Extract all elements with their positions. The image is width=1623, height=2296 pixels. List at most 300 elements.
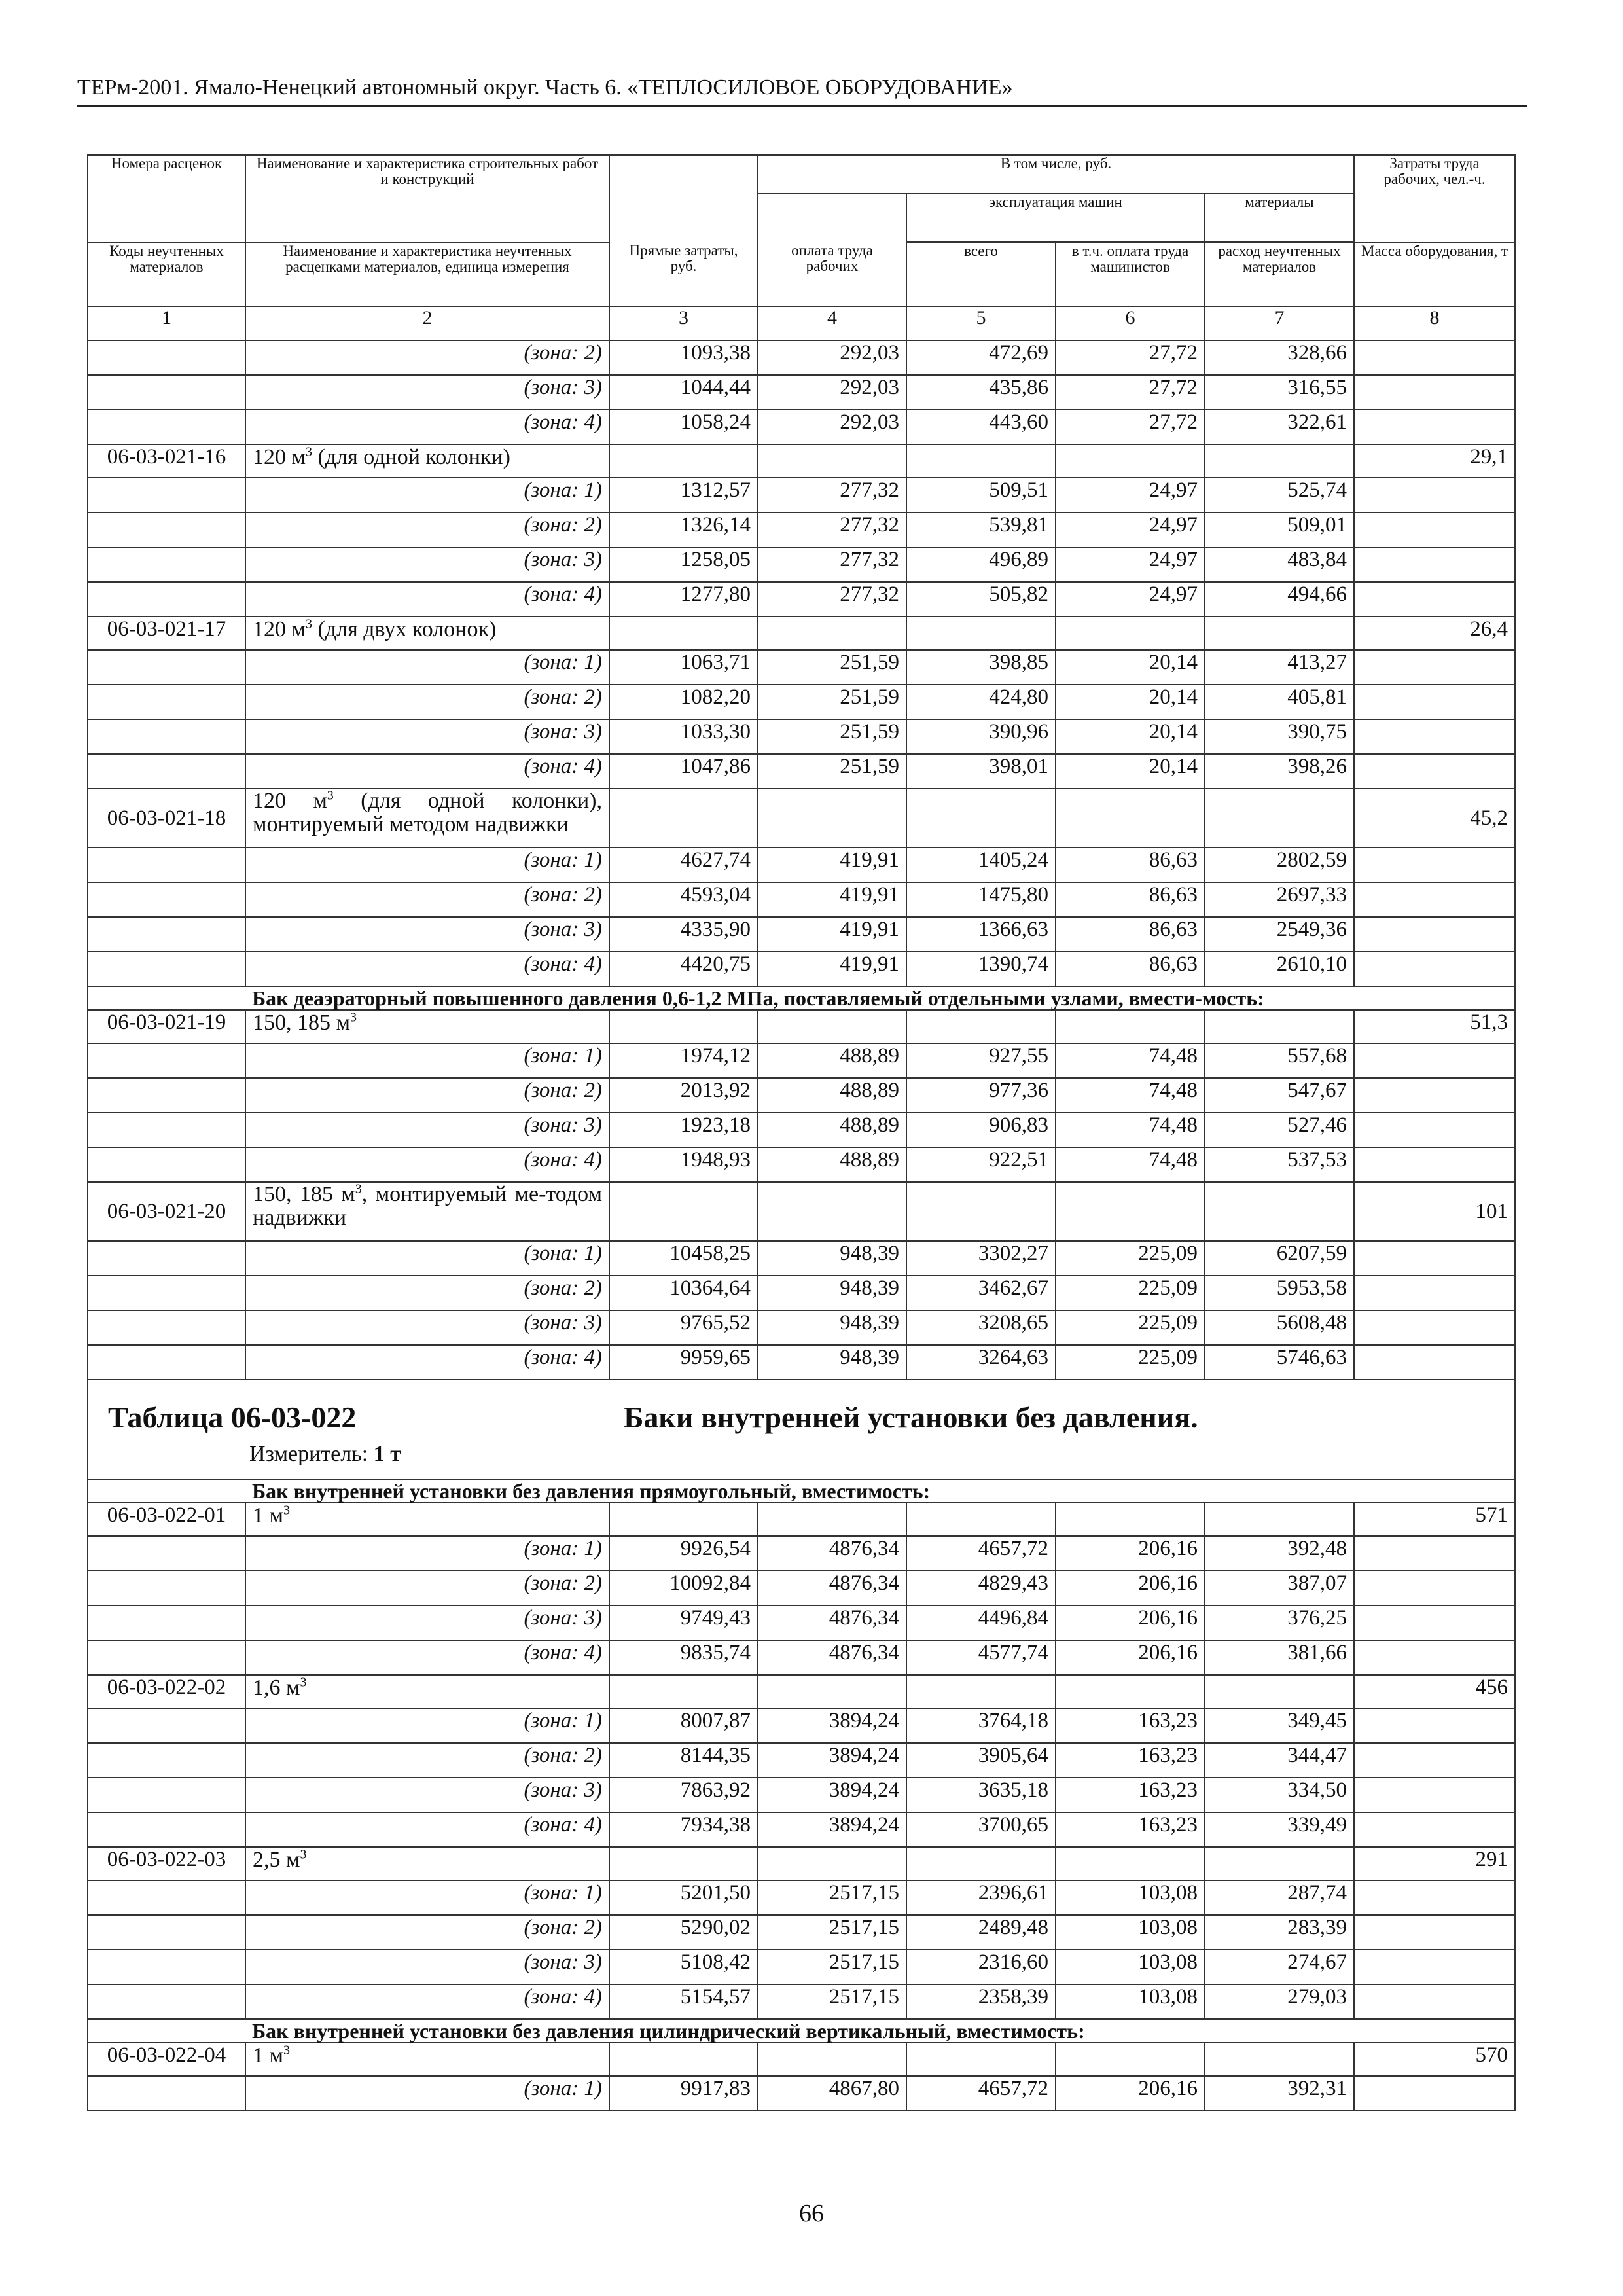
empty-value xyxy=(1205,617,1354,650)
labor-value xyxy=(1354,848,1515,882)
worker-pay-value: 3894,24 xyxy=(758,1778,906,1812)
empty-value xyxy=(1205,1675,1354,1708)
materials-value: 390,75 xyxy=(1205,719,1354,754)
materials-value: 527,46 xyxy=(1205,1113,1354,1147)
rate-code-cell xyxy=(88,2076,245,2111)
header-incl-operator-pay: в т.ч. оплата труда машинистов xyxy=(1056,243,1205,306)
rate-code: 06-03-022-02 xyxy=(88,1675,245,1708)
empty-value xyxy=(758,1010,906,1043)
labor-value xyxy=(1354,1915,1515,1950)
zone-row xyxy=(88,547,1515,582)
header-labor-costs: Затраты труда рабочих, чел.-ч. xyxy=(1354,155,1515,243)
unit-superscript: 3 xyxy=(327,788,334,803)
operator-pay-value: 103,08 xyxy=(1056,1950,1205,1984)
operator-pay-value: 27,72 xyxy=(1056,340,1205,375)
zone-row xyxy=(88,1571,1515,1605)
table-title-row xyxy=(88,1380,1515,1479)
zone-text: (зона: 4) xyxy=(524,952,602,976)
worker-pay-value: 4876,34 xyxy=(758,1640,906,1675)
operator-pay-value: 206,16 xyxy=(1056,1536,1205,1571)
direct-costs-value: 1948,93 xyxy=(609,1147,758,1182)
zone-row xyxy=(88,917,1515,952)
materials-value: 392,31 xyxy=(1205,2076,1354,2111)
direct-costs-value: 1923,18 xyxy=(609,1113,758,1147)
rate-code-cell xyxy=(88,375,245,410)
zone-text: (зона: 2) xyxy=(524,883,602,906)
labor-value xyxy=(1354,1778,1515,1812)
rate-code-cell xyxy=(88,1345,245,1380)
rate-code: 06-03-021-17 xyxy=(88,617,245,650)
operator-pay-value: 103,08 xyxy=(1056,1984,1205,2019)
unit-superscript: 3 xyxy=(355,1181,362,1196)
zone-text: (зона: 1) xyxy=(524,1709,602,1732)
labor-value: 45,2 xyxy=(1354,789,1515,848)
zone-label xyxy=(245,1345,609,1380)
zone-label xyxy=(245,340,609,375)
description-text: 120 м xyxy=(253,617,306,641)
zone-text: (зона: 2) xyxy=(524,685,602,709)
materials-value: 279,03 xyxy=(1205,1984,1354,2019)
rate-code: 06-03-022-01 xyxy=(88,1503,245,1536)
zone-text: (зона: 4) xyxy=(524,1346,602,1369)
worker-pay-value: 948,39 xyxy=(758,1345,906,1380)
worker-pay-value: 2517,15 xyxy=(758,1880,906,1915)
header-machine-ops: эксплуатация машин xyxy=(906,194,1205,242)
labor-value xyxy=(1354,1571,1515,1605)
direct-costs-value: 1093,38 xyxy=(609,340,758,375)
labor-value xyxy=(1354,2076,1515,2111)
zone-label xyxy=(245,1276,609,1310)
worker-pay-value: 251,59 xyxy=(758,650,906,685)
rate-code: 06-03-021-19 xyxy=(88,1010,245,1043)
rate-code-cell xyxy=(88,1078,245,1113)
zone-text: (зона: 2) xyxy=(524,1276,602,1300)
zone-label xyxy=(245,1078,609,1113)
running-header: ТЕРм-2001. Ямало-Ненецкий автономный округ. Часть 6. «ТЕПЛОСИЛОВОЕ ОБОРУДОВАНИЕ» xyxy=(77,75,1013,99)
rate-code-cell xyxy=(88,512,245,547)
machine-ops-value: 398,85 xyxy=(906,650,1056,685)
direct-costs-value: 4627,74 xyxy=(609,848,758,882)
machine-ops-value: 3264,63 xyxy=(906,1345,1056,1380)
operator-pay-value: 225,09 xyxy=(1056,1276,1205,1310)
labor-value xyxy=(1354,1113,1515,1147)
machine-ops-value: 398,01 xyxy=(906,754,1056,789)
section-code-cell xyxy=(88,2019,245,2043)
zone-label xyxy=(245,1640,609,1675)
zone-label xyxy=(245,582,609,617)
labor-value xyxy=(1354,1605,1515,1640)
labor-value: 570 xyxy=(1354,2043,1515,2076)
zone-label xyxy=(245,719,609,754)
empty-value xyxy=(609,1010,758,1043)
materials-value: 381,66 xyxy=(1205,1640,1354,1675)
labor-value xyxy=(1354,1536,1515,1571)
machine-ops-value: 4577,74 xyxy=(906,1640,1056,1675)
description-text: 120 м xyxy=(253,445,306,469)
zone-row xyxy=(88,848,1515,882)
header-rule xyxy=(77,105,1527,107)
rate-code-cell xyxy=(88,1812,245,1847)
labor-value xyxy=(1354,882,1515,917)
table-title xyxy=(88,1380,1514,1479)
machine-ops-value: 496,89 xyxy=(906,547,1056,582)
section-heading-row xyxy=(88,986,1515,1010)
header-direct-costs: Прямые затраты, руб. xyxy=(609,243,758,306)
zone-row xyxy=(88,1812,1515,1847)
zone-label xyxy=(245,1147,609,1182)
labor-value xyxy=(1354,478,1515,512)
machine-ops-value: 927,55 xyxy=(906,1043,1056,1078)
zone-row xyxy=(88,1113,1515,1147)
rate-item-row xyxy=(88,1010,1515,1043)
worker-pay-value: 292,03 xyxy=(758,410,906,444)
empty-value xyxy=(906,1182,1056,1241)
worker-pay-value: 488,89 xyxy=(758,1113,906,1147)
materials-value: 2802,59 xyxy=(1205,848,1354,882)
machine-ops-value: 505,82 xyxy=(906,582,1056,617)
worker-pay-value: 277,32 xyxy=(758,582,906,617)
header-work-name: Наименование и характеристика строительных работ и конструкций xyxy=(245,155,609,243)
materials-value: 405,81 xyxy=(1205,685,1354,719)
operator-pay-value: 86,63 xyxy=(1056,952,1205,986)
zone-row xyxy=(88,1950,1515,1984)
rate-item-row xyxy=(88,789,1515,848)
direct-costs-value: 9959,65 xyxy=(609,1345,758,1380)
worker-pay-value: 4876,34 xyxy=(758,1536,906,1571)
operator-pay-value: 103,08 xyxy=(1056,1915,1205,1950)
column-number: 6 xyxy=(1056,306,1205,340)
direct-costs-value: 10364,64 xyxy=(609,1276,758,1310)
worker-pay-value: 488,89 xyxy=(758,1043,906,1078)
zone-row xyxy=(88,952,1515,986)
zone-text: (зона: 2) xyxy=(524,1079,602,1102)
zone-text: (зона: 4) xyxy=(524,410,602,434)
zone-label xyxy=(245,1708,609,1743)
machine-ops-value: 1405,24 xyxy=(906,848,1056,882)
zone-row xyxy=(88,1147,1515,1182)
column-number: 5 xyxy=(906,306,1056,340)
rate-description xyxy=(245,2043,609,2076)
zone-text: (зона: 3) xyxy=(524,548,602,571)
zone-text: (зона: 2) xyxy=(524,513,602,537)
zone-text: (зона: 1) xyxy=(524,478,602,502)
description-text: 1 м xyxy=(253,1503,284,1528)
operator-pay-value: 20,14 xyxy=(1056,754,1205,789)
operator-pay-value: 206,16 xyxy=(1056,1605,1205,1640)
direct-costs-value: 1277,80 xyxy=(609,582,758,617)
zone-text: (зона: 3) xyxy=(524,1950,602,1974)
empty-value xyxy=(1205,444,1354,478)
materials-value: 6207,59 xyxy=(1205,1241,1354,1276)
direct-costs-value: 8007,87 xyxy=(609,1708,758,1743)
rate-code-cell xyxy=(88,1950,245,1984)
worker-pay-value: 488,89 xyxy=(758,1078,906,1113)
zone-label xyxy=(245,917,609,952)
labor-value xyxy=(1354,582,1515,617)
section-heading: Бак внутренней установки без давления прямоугольный, вместимость: xyxy=(245,1479,1354,1503)
machine-ops-value: 2316,60 xyxy=(906,1950,1056,1984)
header-equipment-mass: Масса оборудования, т xyxy=(1354,243,1515,306)
rate-code-cell xyxy=(88,1605,245,1640)
empty-value xyxy=(1056,1503,1205,1536)
worker-pay-value: 251,59 xyxy=(758,754,906,789)
labor-value xyxy=(1354,1950,1515,1984)
rate-code-cell xyxy=(88,410,245,444)
empty-value xyxy=(1056,1182,1205,1241)
description-text-rest: , монтируемый ме-тодом надвижки xyxy=(253,1182,602,1230)
materials-value: 5746,63 xyxy=(1205,1345,1354,1380)
direct-costs-value: 10458,25 xyxy=(609,1241,758,1276)
empty-value xyxy=(758,1847,906,1880)
empty-value xyxy=(609,617,758,650)
empty-value xyxy=(1056,1675,1205,1708)
empty-value xyxy=(1205,1010,1354,1043)
zone-row xyxy=(88,754,1515,789)
worker-pay-value: 3894,24 xyxy=(758,1812,906,1847)
zone-row xyxy=(88,478,1515,512)
rate-code-cell xyxy=(88,1743,245,1778)
section-heading: Бак деаэраторный повышенного давления 0,6-1,2 МПа, поставляемый отдельными узлами, вмести-мость: xyxy=(245,986,1354,1010)
materials-value: 283,39 xyxy=(1205,1915,1354,1950)
operator-pay-value: 24,97 xyxy=(1056,512,1205,547)
direct-costs-value: 9835,74 xyxy=(609,1640,758,1675)
header-rate-numbers: Номера расценок xyxy=(88,155,245,243)
zone-row xyxy=(88,650,1515,685)
zone-label xyxy=(245,1743,609,1778)
empty-value xyxy=(906,1010,1056,1043)
empty-value xyxy=(906,444,1056,478)
rate-code-cell xyxy=(88,1536,245,1571)
zone-row xyxy=(88,375,1515,410)
labor-value xyxy=(1354,1708,1515,1743)
header-materials: материалы xyxy=(1205,194,1354,242)
rate-item-row xyxy=(88,1503,1515,1536)
zone-text: (зона: 1) xyxy=(524,1537,602,1560)
rate-code-cell xyxy=(88,719,245,754)
materials-value: 5608,48 xyxy=(1205,1310,1354,1345)
labor-value xyxy=(1354,1743,1515,1778)
operator-pay-value: 163,23 xyxy=(1056,1743,1205,1778)
empty-value xyxy=(609,789,758,848)
direct-costs-value: 5290,02 xyxy=(609,1915,758,1950)
zone-row xyxy=(88,1640,1515,1675)
operator-pay-value: 225,09 xyxy=(1056,1345,1205,1380)
empty-value xyxy=(758,617,906,650)
machine-ops-value: 472,69 xyxy=(906,340,1056,375)
zone-label xyxy=(245,848,609,882)
worker-pay-value: 2517,15 xyxy=(758,1950,906,1984)
rate-item-row xyxy=(88,617,1515,650)
zone-text: (зона: 2) xyxy=(524,1916,602,1939)
unit-superscript: 3 xyxy=(300,1847,307,1862)
worker-pay-value: 419,91 xyxy=(758,952,906,986)
zone-text: (зона: 3) xyxy=(524,1778,602,1802)
empty-value xyxy=(906,1847,1056,1880)
materials-value: 2610,10 xyxy=(1205,952,1354,986)
machine-ops-value: 2489,48 xyxy=(906,1915,1056,1950)
machine-ops-value: 435,86 xyxy=(906,375,1056,410)
materials-value: 344,47 xyxy=(1205,1743,1354,1778)
zone-text: (зона: 1) xyxy=(524,651,602,674)
labor-value xyxy=(1354,1640,1515,1675)
labor-value xyxy=(1354,512,1515,547)
labor-value xyxy=(1354,685,1515,719)
labor-value xyxy=(1354,1812,1515,1847)
empty-value xyxy=(1205,1847,1354,1880)
machine-ops-value: 424,80 xyxy=(906,685,1056,719)
materials-value: 2549,36 xyxy=(1205,917,1354,952)
section-end-cell xyxy=(1354,986,1515,1010)
rate-code: 06-03-021-16 xyxy=(88,444,245,478)
description-text-rest: (для одной колонки) xyxy=(312,445,510,469)
description-text: 120 м xyxy=(253,789,327,813)
zone-label xyxy=(245,2076,609,2111)
labor-value: 51,3 xyxy=(1354,1010,1515,1043)
zone-row xyxy=(88,685,1515,719)
unit-value: 1 т xyxy=(373,1442,401,1466)
operator-pay-value: 86,63 xyxy=(1056,848,1205,882)
rate-code-cell xyxy=(88,582,245,617)
materials-value: 334,50 xyxy=(1205,1778,1354,1812)
rate-code-cell xyxy=(88,754,245,789)
direct-costs-value: 1063,71 xyxy=(609,650,758,685)
direct-costs-value: 1082,20 xyxy=(609,685,758,719)
table-number: Таблица 06-03-022 xyxy=(108,1401,357,1434)
labor-value xyxy=(1354,754,1515,789)
measurement-unit xyxy=(249,1442,401,1467)
empty-value xyxy=(1056,1010,1205,1043)
empty-value xyxy=(1056,444,1205,478)
empty-value xyxy=(1056,1847,1205,1880)
labor-value xyxy=(1354,1310,1515,1345)
rate-description xyxy=(245,1182,609,1241)
direct-costs-value: 1326,14 xyxy=(609,512,758,547)
zone-row xyxy=(88,1915,1515,1950)
empty-value xyxy=(758,1503,906,1536)
direct-costs-value: 7934,38 xyxy=(609,1812,758,1847)
labor-value: 101 xyxy=(1354,1182,1515,1241)
unit-superscript: 3 xyxy=(350,1010,357,1025)
rate-description xyxy=(245,789,609,848)
materials-value: 316,55 xyxy=(1205,375,1354,410)
zone-text: (зона: 2) xyxy=(524,1744,602,1767)
direct-costs-value: 9917,83 xyxy=(609,2076,758,2111)
zone-label xyxy=(245,1915,609,1950)
labor-value xyxy=(1354,650,1515,685)
unit-superscript: 3 xyxy=(283,1503,291,1518)
zone-label xyxy=(245,478,609,512)
zone-text: (зона: 4) xyxy=(524,583,602,606)
rate-code-cell xyxy=(88,1043,245,1078)
description-text: 1 м xyxy=(253,2043,284,2068)
direct-costs-value: 1033,30 xyxy=(609,719,758,754)
worker-pay-value: 277,32 xyxy=(758,478,906,512)
direct-costs-value: 1058,24 xyxy=(609,410,758,444)
materials-value: 483,84 xyxy=(1205,547,1354,582)
operator-pay-value: 206,16 xyxy=(1056,1640,1205,1675)
machine-ops-value: 4657,72 xyxy=(906,2076,1056,2111)
header-worker-pay: оплата труда рабочих xyxy=(758,243,906,306)
zone-text: (зона: 3) xyxy=(524,720,602,744)
labor-value xyxy=(1354,1345,1515,1380)
worker-pay-value: 4876,34 xyxy=(758,1605,906,1640)
section-heading: Бак внутренней установки без давления цилиндрический вертикальный, вместимость: xyxy=(245,2019,1354,2043)
direct-costs-value: 1312,57 xyxy=(609,478,758,512)
rate-code-cell xyxy=(88,1880,245,1915)
machine-ops-value: 2396,61 xyxy=(906,1880,1056,1915)
description-text: 150, 185 м xyxy=(253,1182,355,1206)
zone-label xyxy=(245,1984,609,2019)
page-number: 66 xyxy=(799,2200,824,2227)
empty-value xyxy=(1205,1503,1354,1536)
empty-value xyxy=(1056,617,1205,650)
zone-label xyxy=(245,1778,609,1812)
direct-costs-value: 5201,50 xyxy=(609,1880,758,1915)
zone-label xyxy=(245,1043,609,1078)
worker-pay-value: 2517,15 xyxy=(758,1915,906,1950)
direct-costs-value: 1258,05 xyxy=(609,547,758,582)
rate-code-cell xyxy=(88,848,245,882)
machine-ops-value: 4496,84 xyxy=(906,1605,1056,1640)
column-number: 8 xyxy=(1354,306,1515,340)
labor-value: 571 xyxy=(1354,1503,1515,1536)
labor-value: 456 xyxy=(1354,1675,1515,1708)
labor-value xyxy=(1354,410,1515,444)
machine-ops-value: 906,83 xyxy=(906,1113,1056,1147)
zone-label xyxy=(245,1310,609,1345)
empty-value xyxy=(758,444,906,478)
worker-pay-value: 948,39 xyxy=(758,1276,906,1310)
description-text-rest: (для одной колонки), монтируемый методом надвижки xyxy=(253,789,602,836)
empty-value xyxy=(758,2043,906,2076)
empty-value xyxy=(609,1182,758,1241)
direct-costs-value: 9926,54 xyxy=(609,1536,758,1571)
labor-value: 26,4 xyxy=(1354,617,1515,650)
machine-ops-value: 539,81 xyxy=(906,512,1056,547)
empty-value xyxy=(758,789,906,848)
zone-label xyxy=(245,952,609,986)
direct-costs-value: 8144,35 xyxy=(609,1743,758,1778)
zone-text: (зона: 4) xyxy=(524,1641,602,1664)
rate-code-cell xyxy=(88,1241,245,1276)
zone-row xyxy=(88,1984,1515,2019)
section-heading-row xyxy=(88,2019,1515,2043)
labor-value xyxy=(1354,1043,1515,1078)
header-material-names: Наименование и характеристика неучтенных расценками материалов, единица измерения xyxy=(245,243,609,306)
operator-pay-value: 225,09 xyxy=(1056,1310,1205,1345)
operator-pay-value: 163,23 xyxy=(1056,1778,1205,1812)
operator-pay-value: 86,63 xyxy=(1056,882,1205,917)
rate-code-cell xyxy=(88,917,245,952)
empty-value xyxy=(609,1675,758,1708)
column-number: 7 xyxy=(1205,306,1354,340)
rate-description xyxy=(245,1010,609,1043)
header-total: всего xyxy=(906,243,1056,306)
worker-pay-value: 3894,24 xyxy=(758,1708,906,1743)
rate-code-cell xyxy=(88,1984,245,2019)
labor-value xyxy=(1354,952,1515,986)
materials-value: 322,61 xyxy=(1205,410,1354,444)
materials-value: 5953,58 xyxy=(1205,1276,1354,1310)
materials-value: 547,67 xyxy=(1205,1078,1354,1113)
worker-pay-value: 292,03 xyxy=(758,340,906,375)
operator-pay-value: 225,09 xyxy=(1056,1241,1205,1276)
materials-value: 2697,33 xyxy=(1205,882,1354,917)
unit-superscript: 3 xyxy=(300,1675,307,1690)
rate-code-cell xyxy=(88,1147,245,1182)
zone-label xyxy=(245,1605,609,1640)
materials-value: 387,07 xyxy=(1205,1571,1354,1605)
